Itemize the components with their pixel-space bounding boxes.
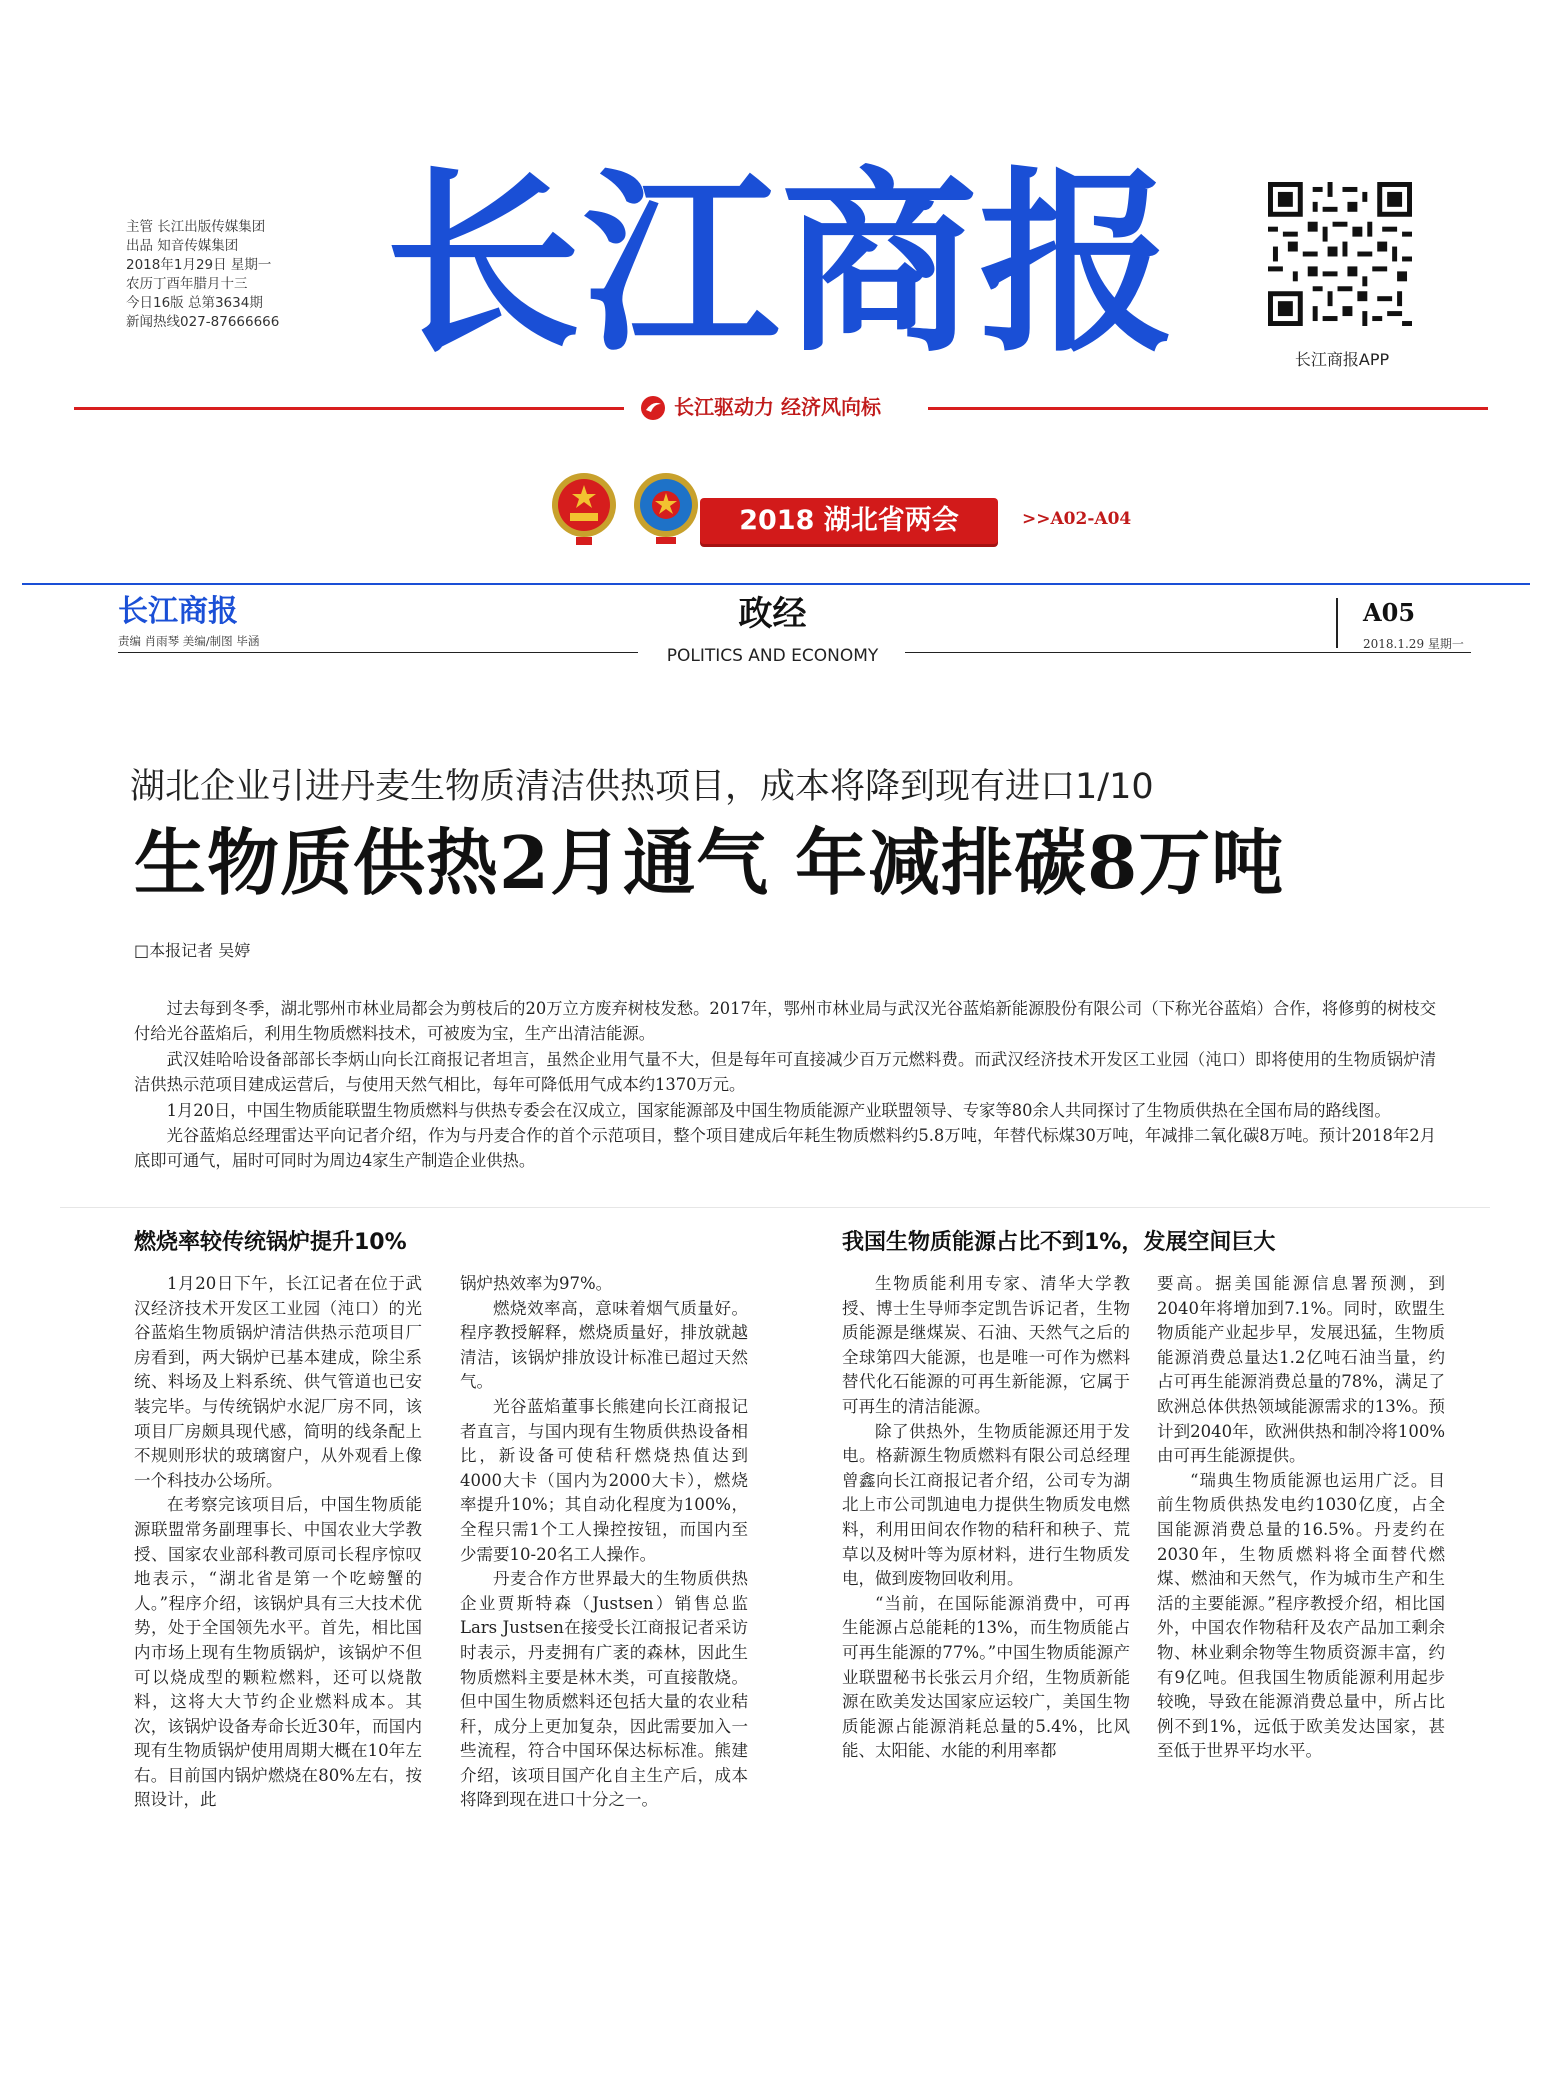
pub-info-line: 2018年1月29日 星期一	[126, 257, 272, 273]
masthead-title: 长江商报	[385, 151, 1178, 379]
divider	[928, 407, 1488, 410]
divider	[905, 652, 1471, 653]
body-paragraph: “瑞典生物质能源也运用广泛。目前生物质供热发电约1030亿度，占全国能源消费总量的16.5%。丹麦约在2030年，生物质燃料将全面替代燃煤、燃油和天然气，作为城市生产和生活的主要能源。”程序教授介绍，相比国外，中国农作物秸秆及农产品加工剩余物、林业剩余物等生物质资源丰富，约有9亿吨。但我国生物质能源利用起步较晚，导致在能源消费总量中，所占比例不到1%，远低于欧美发达国家，甚至低于世界平均水平。	[1157, 1470, 1445, 1761]
lead-paragraph: 1月20日，中国生物质能联盟生物质燃料与供热专委会在汉成立，国家能源部及中国生物质能源产业联盟领导、专家等80余人共同探讨了生物质供热在全国布局的路线图。	[166, 1100, 1391, 1120]
page-date: 2018.1.29 星期一	[1363, 637, 1464, 651]
divider	[74, 407, 624, 410]
cppcc-emblem-icon	[626, 467, 706, 547]
section-name: 政经	[738, 594, 807, 634]
divider	[118, 652, 638, 653]
body-column	[1157, 1272, 1445, 1764]
editors-credit: 责编 肖雨琴 美编/制图 毕涵	[118, 634, 260, 648]
body-paragraph: 丹麦合作方世界最大的生物质供热企业贾斯特森（Justsen）销售总监Lars Justsen在接受长江商报记者采访时表示，丹麦拥有广袤的森林，因此生物质燃料主要是林木类，可直接散烧。但中国生物质燃料还包括大量的农业秸秆，成分上更加复杂，因此需要加入一些流程，符合中国环保达标标准。熊建介绍，该项目国产化自主生产后，成本将降到现在进口十分之一。	[460, 1569, 748, 1810]
slogan: 长江驱动力 经济风向标	[674, 395, 881, 419]
pub-info-line: 出品 知音传媒集团	[126, 238, 239, 254]
body-paragraph: 除了供热外，生物质能源还用于发电。格薪源生物质燃料有限公司总经理曾鑫向长江商报记者介绍，公司专为湖北上市公司凯迪电力提供生物质发电燃料，利用田间农作物的秸秆和秧子、荒草以及树叶等为原材料，进行生物质发电，做到废物回收利用。	[842, 1421, 1130, 1589]
body-paragraph: “当前，在国际能源消费中，可再生能源占总能耗的13%，而生物质能占可再生能源的77%。”中国生物质能源产业联盟秘书长张云月介绍，生物质新能源在欧美发达国家应运较广，美国生物质能源占能源消耗总量的5.4%，比风能、太阳能、水能的利用率都	[842, 1593, 1130, 1761]
body-column	[842, 1272, 1130, 1764]
publication-info	[126, 218, 356, 332]
section-logo: 长江商报	[118, 594, 238, 629]
section-heading: 我国生物质能源占比不到1%，发展空间巨大	[842, 1230, 1276, 1255]
brand-logo-icon	[640, 395, 666, 421]
divider	[60, 1207, 1490, 1208]
byline: □本报记者 吴婷	[134, 941, 251, 960]
pub-info-line: 主管 长江出版传媒集团	[126, 219, 266, 235]
session-title: 2018 湖北省两会	[739, 505, 959, 536]
pub-info-line: 今日16版 总第3634期	[126, 295, 263, 311]
header-rule	[22, 583, 1530, 585]
pub-info-line: 新闻热线027-87666666	[126, 314, 280, 330]
lead-paragraph: 武汉娃哈哈设备部部长李炳山向长江商报记者坦言，虽然企业用气量不大，但是每年可直接减少百万元燃料费。而武汉经济技术开发区工业园（沌口）即将使用的生物质锅炉清洁供热示范项目建成运营后，与使用天然气相比，每年可降低用气成本约1370万元。	[134, 1049, 1436, 1095]
lead-paragraph: 光谷蓝焰总经理雷达平向记者介绍，作为与丹麦合作的首个示范项目，整个项目建成后年耗生物质燃料约5.8万吨，年替代标煤30万吨，年减排二氧化碳8万吨。预计2018年2月底即可通气，届时可同时为周边4家生产制造企业供热。	[134, 1126, 1436, 1171]
lead-paragraph: 过去每到冬季，湖北鄂州市林业局都会为剪枝后的20万立方废弃树枝发愁。2017年，鄂州市林业局与武汉光谷蓝焰新能源股份有限公司（下称光谷蓝焰）合作，将修剪的树枝交付给光谷蓝焰后，利用生物质燃料技术，可被废为宝，生产出清洁能源。	[134, 999, 1436, 1044]
body-paragraph: 要高。据美国能源信息署预测，到2040年将增加到7.1%。同时，欧盟生物质能产业起步早，发展迅猛，生物质能源消费总量达1.2亿吨石油当量，约占可再生能源消费总量的78%，满足了欧洲总体供热领域能源需求的13%。预计到2040年，欧洲供热和制冷将100%由可再生能源提供。	[1157, 1274, 1445, 1466]
app-label: 长江商报APP	[1294, 350, 1390, 369]
section-heading: 燃烧率较传统锅炉提升10%	[134, 1230, 407, 1255]
page-number: A05	[1363, 598, 1416, 627]
national-emblem-icon	[548, 467, 620, 547]
article-headline: 生物质供热2月通气 年减排碳8万吨	[134, 820, 1285, 905]
body-paragraph: 1月20日下午，长江记者在位于武汉经济技术开发区工业园（沌口）的光谷蓝焰生物质锅炉清洁供热示范项目厂房看到，两大锅炉已基本建成，除尘系统、料场及上料系统、供气管道也已安装完毕。与传统锅炉水泥厂房不同，该项目厂房颇具现代感，简明的线条配上不规则形状的玻璃窗户，从外观看上像一个科技办公场所。	[134, 1274, 422, 1490]
body-paragraph: 锅炉热效率为97%。	[460, 1274, 613, 1293]
body-paragraph: 燃烧效率高，意味着烟气质量好。程序教授解释，燃烧质量好，排放就越清洁，该锅炉排放设计标准已超过天然气。	[460, 1298, 748, 1392]
article-lead	[134, 996, 1436, 1174]
article-subtitle: 湖北企业引进丹麦生物质清洁供热项目，成本将降到现有进口1/10	[130, 767, 1154, 807]
session-page-link[interactable]: >>A02-A04	[1022, 509, 1132, 529]
divider	[1336, 598, 1338, 648]
body-paragraph: 在考察完该项目后，中国生物质能源联盟常务副理事长、中国农业大学教授、国家农业部科教司原司长程序惊叹地表示，“湖北省是第一个吃螃蟹的人。”程序介绍，该锅炉具有三大技术优势，处于全国领先水平。首先，相比国内市场上现有生物质锅炉，该锅炉不但可以烧成型的颗粒燃料，还可以烧散料，这将大大节约企业燃料成本。其次，该锅炉设备寿命长近30年，而国内现有生物质锅炉使用周期大概在10年左右。目前国内锅炉燃烧在80%左右，按照设计，此	[134, 1495, 422, 1810]
body-paragraph: 生物质能利用专家、清华大学教授、博士生导师李定凯告诉记者，生物质能源是继煤炭、石油、天然气之后的全球第四大能源，也是唯一可作为燃料替代化石能源的可再生新能源，它属于可再生的清洁能源。	[842, 1274, 1130, 1416]
body-paragraph: 光谷蓝焰董事长熊建向长江商报记者直言，与国内现有生物质供热设备相比，新设备可使秸秆燃烧热值达到4000大卡（国内为2000大卡），燃烧率提升10%；其自动化程度为100%，全程只需1个工人操控按钮，而国内至少需要10-20名工人操作。	[460, 1396, 748, 1564]
body-column	[460, 1272, 748, 1813]
body-column	[134, 1272, 422, 1813]
pub-info-line: 农历丁酉年腊月十三	[126, 276, 248, 292]
section-name-english: POLITICS AND ECONOMY	[666, 646, 879, 666]
qr-code-icon[interactable]	[1268, 182, 1412, 326]
